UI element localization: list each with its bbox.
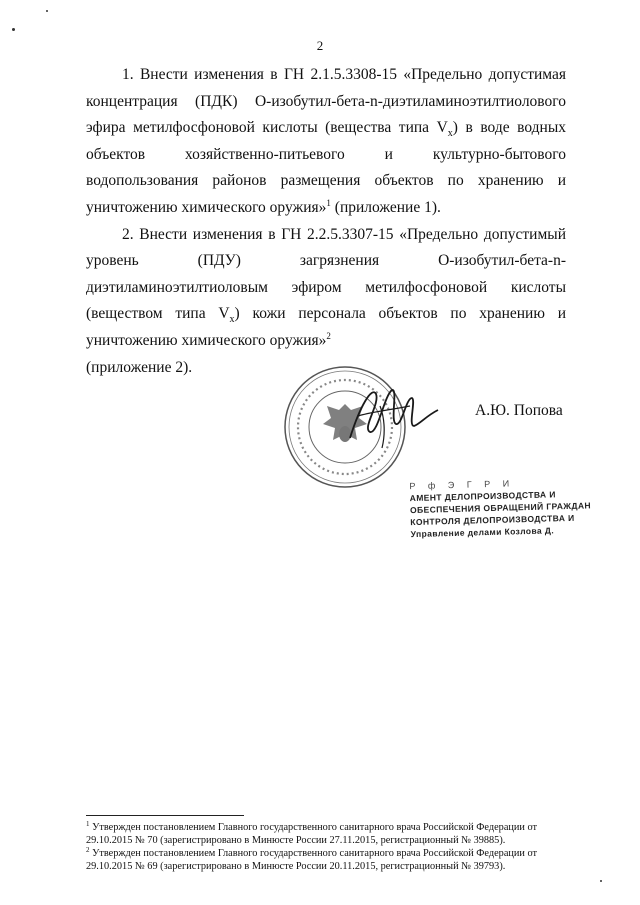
item-2-lead: 2. Внести изменения в ГН 2.2.5.3307-15 «Предельно допустимый уровень (ПДУ) загрязнения О-изобутил-бета-n-диэтиламиноэтилтиоловым эфиром метилфосфоновой кислоты (веществом типа V [86,225,566,323]
stamp-line-5: Управление делами Козлова Д. [410,525,555,540]
page-number: 2 [316,38,324,53]
item-2-subscript: x [229,314,235,326]
footnote-1-mark: 1 [86,820,90,828]
stamp-line-4: КОНТРОЛЯ ДЕЛОПРОИЗВОДСТВА И [410,512,575,528]
signer-name: А.Ю. Попова [475,402,563,419]
paragraph-item-1 [86,62,566,222]
item-1-mid: ) в воде водных объектов хозяйственно-питьевого и культурно-бытового водопользования районов размещения объектов по хранению и уничтожению химического оружия» [86,119,567,216]
registration-stamp [409,476,592,540]
stamp-line-2: АМЕНТ ДЕЛОПРОИЗВОДСТВА И [409,489,556,504]
footnote-separator [86,815,244,816]
footnotes [86,821,574,873]
item-2-mid: ) кожи персонала объектов по хранению и уничтожению химического оружия» [86,305,566,349]
footnote-1-text: Утвержден постановлением Главного государственного санитарного врача Российской Федерации от 29.10.2015 № 70 (зарегистрировано в Минюсте России 27.11.2015, регистрационный № 39885). [86,822,538,846]
item-1-tail: (приложение 1). [330,198,441,216]
footnote-ref-1: 1 [326,197,331,208]
scan-speck [12,28,15,31]
footnote-ref-2: 2 [326,330,331,341]
footnote-1 [86,821,574,847]
stamp-line-1: Р ф Э Г Р И [409,478,515,492]
paragraph-item-2 [86,222,566,382]
footnote-2-mark: 2 [86,846,90,854]
item-1-subscript: x [447,128,453,140]
scan-speck [600,880,602,882]
scan-speck [46,10,48,12]
footnote-2-text: Утвержден постановлением Главного государственного санитарного врача Российской Федерации от 29.10.2015 № 69 (зарегистрировано в Минюсте России 20.11.2015, регистрационный № 39793). [86,848,538,872]
footnote-2 [86,847,574,873]
item-2-tail: (приложение 2). [86,358,193,376]
handwritten-signature [340,376,440,456]
stamp-line-3: ОБЕСПЕЧЕНИЯ ОБРАЩЕНИЙ ГРАЖДАН [409,500,592,516]
document-body [86,62,566,381]
item-1-lead: 1. Внести изменения в ГН 2.1.5.3308-15 «Предельно допустимая концентрация (ПДК) О-изобутил-бета-n-диэтиламиноэтилтиолового эфира метилфосфоновой кислоты (вещества типа V [86,66,566,137]
